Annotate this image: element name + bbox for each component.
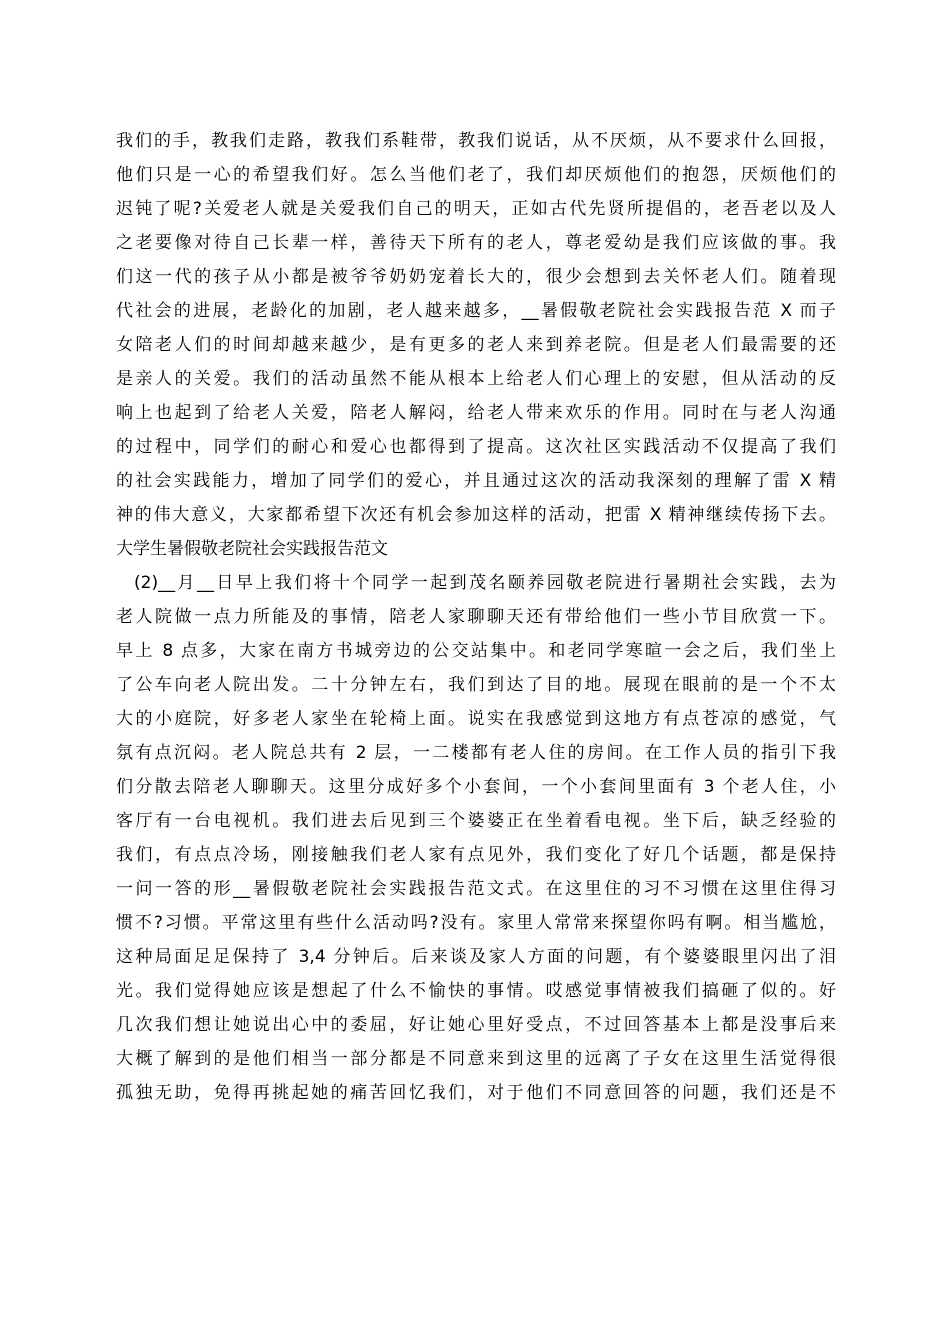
- text-line: 神的伟大意义，大家都希望下次还有机会参加这样的活动，把雷 X 精神继续传扬下去。: [116, 505, 836, 525]
- text-line: 们分散去陪老人聊聊天。这里分成好多个小套间，一个小套间里面有 3 个老人住，小: [116, 777, 836, 797]
- text-line: 早上 8 点多，大家在南方书城旁边的公交站集中。和老同学寒暄一会之后，我们坐上: [116, 641, 836, 661]
- body-text: [116, 124, 836, 1110]
- text-line: 的过程中，同学们的耐心和爱心也都得到了提高。这次社区实践活动不仅提高了我们: [116, 437, 836, 457]
- text-line: 了公车向老人院出发。二十分钟左右，我们到达了目的地。展现在眼前的是一个不太: [116, 675, 836, 695]
- text-line: 女陪老人们的时间却越来越少，是有更多的老人来到养老院。但是老人们最需要的还: [116, 335, 836, 355]
- text-line: (2)__月__日早上我们将十个同学一起到茂名颐养园敬老院进行暑期社会实践，去为: [134, 573, 836, 593]
- text-line: 几次我们想让她说出心中的委屈，好让她心里好受点，不过回答基本上都是没事后来: [116, 1015, 836, 1035]
- text-line: 惯不?习惯。平常这里有些什么活动吗?没有。家里人常常来探望你吗有啊。相当尴尬，: [116, 913, 836, 933]
- text-line: 孤独无助，免得再挑起她的痛苦回忆我们，对于他们不同意回答的问题，我们还是不: [116, 1083, 836, 1103]
- text-line: 响上也起到了给老人关爱，陪老人解闷，给老人带来欢乐的作用。同时在与老人沟通: [116, 403, 836, 423]
- text-line: 之老要像对待自己长辈一样，善待天下所有的老人，尊老爱幼是我们应该做的事。我: [116, 233, 836, 253]
- text-line: 一问一答的形__暑假敬老院社会实践报告范文式。在这里住的习不习惯在这里住得习: [116, 879, 836, 899]
- text-line: 们这一代的孩子从小都是被爷爷奶奶宠着长大的，很少会想到去关怀老人们。随着现: [116, 267, 836, 287]
- text-line: 光。我们觉得她应该是想起了什么不愉快的事情。哎感觉事情被我们搞砸了似的。好: [116, 981, 836, 1001]
- text-line: 的社会实践能力，增加了同学们的爱心，并且通过这次的活动我深刻的理解了雷 X 精: [116, 471, 836, 491]
- text-line: 大的小庭院，好多老人家坐在轮椅上面。说实在我感觉到这地方有点苍凉的感觉，气: [116, 709, 836, 729]
- section-heading: 大学生暑假敬老院社会实践报告范文: [116, 539, 388, 559]
- text-line: 他们只是一心的希望我们好。怎么当他们老了，我们却厌烦他们的抱怨，厌烦他们的: [116, 165, 836, 185]
- text-line: 老人院做一点力所能及的事情，陪老人家聊聊天还有带给他们一些小节目欣赏一下。: [116, 607, 836, 627]
- text-line: 我们的手，教我们走路，教我们系鞋带，教我们说话，从不厌烦，从不要求什么回报，: [116, 131, 836, 151]
- text-line: 客厅有一台电视机。我们进去后见到三个婆婆正在坐着看电视。坐下后，缺乏经验的: [116, 811, 836, 831]
- text-line: 氛有点沉闷。老人院总共有 2 层，一二楼都有老人住的房间。在工作人员的指引下我: [116, 743, 836, 763]
- text-line: 这种局面足足保持了 3,4 分钟后。后来谈及家人方面的问题，有个婆婆眼里闪出了泪: [116, 947, 836, 967]
- text-line: 我们，有点点冷场，刚接触我们老人家有点见外，我们变化了好几个话题，都是保持: [116, 845, 836, 865]
- text-line: 迟钝了呢?关爱老人就是关爱我们自己的明天，正如古代先贤所提倡的，老吾老以及人: [116, 199, 836, 219]
- text-line: 大概了解到的是他们相当一部分都是不同意来到这里的远离了子女在这里生活觉得很: [116, 1049, 836, 1069]
- text-line: 代社会的进展，老龄化的加剧，老人越来越多，__暑假敬老院社会实践报告范 X 而子: [116, 301, 836, 321]
- text-line: 是亲人的关爱。我们的活动虽然不能从根本上给老人们心理上的安慰，但从活动的反: [116, 369, 836, 389]
